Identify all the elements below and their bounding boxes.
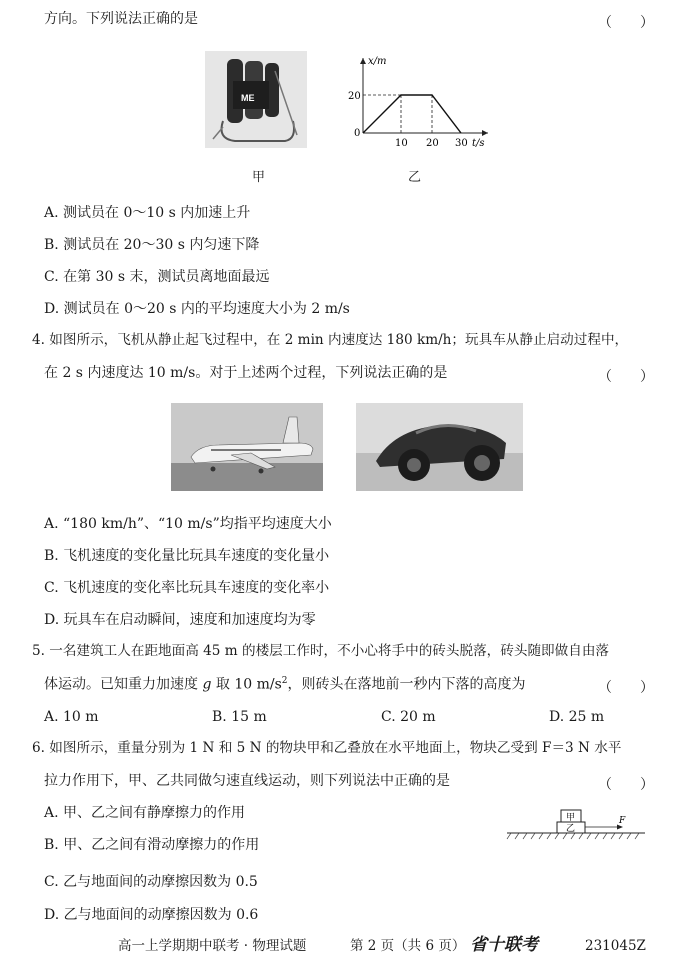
jetpack-me-label: ME (241, 93, 255, 103)
footer-page: 第 2 页（共 6 页） (350, 938, 466, 954)
figure-toy-car-photo (356, 403, 523, 491)
q3-option-a: A. 测试员在 0～10 s 内加速上升 (44, 205, 251, 221)
figure-jetpack-photo (205, 51, 307, 148)
q5-stem-part-a: 体运动。已知重力加速度 (44, 676, 203, 693)
q3-option-d: D. 测试员在 0～20 s 内的平均速度大小为 2 m/s (44, 301, 350, 317)
q4-answer-paren: （ ） (598, 369, 654, 385)
footer-title: 高一上学期期中联考 · 物理试题 (118, 938, 307, 954)
q3-option-b: B. 测试员在 20～30 s 内匀速下降 (44, 237, 260, 253)
q5-stem-sup: 2 (281, 676, 288, 686)
q4-stem-line1: 4. 如图所示，飞机从静止起飞过程中，在 2 min 内速度达 180 km/h；玩具车从静止启动过程中， (32, 332, 629, 348)
q3-answer-paren: （ ） (598, 15, 654, 31)
q5-stem-part-c: ，则砖头在落地前一秒内下落的高度为 (287, 676, 526, 693)
q3-stem-tail: 方向。下列说法正确的是 (44, 11, 198, 27)
q5-stem-line2 (44, 677, 526, 692)
q5-stem-line1: 5. 一名建筑工人在距地面高 45 m 的楼层工作时，不小心将手中的砖头脱落，砖头随即做自由落 (32, 643, 610, 659)
figure-xt-graph (348, 54, 498, 154)
graph-origin: 0 (354, 128, 361, 139)
graph-y-tick-20: 20 (348, 91, 361, 102)
graph-x-tick-10: 10 (395, 138, 408, 149)
caption-yi: 乙 (408, 170, 422, 185)
q4-option-b: B. 飞机速度的变化量比玩具车速度的变化量小 (44, 548, 330, 564)
q6-stem-line2: 拉力作用下，甲、乙共同做匀速直线运动，则下列说法中正确的是 (44, 773, 450, 789)
q4-option-a: A. “180 km/h”、“10 m/s”均指平均速度大小 (44, 516, 332, 532)
footer-code: 231045Z (585, 938, 646, 954)
q5-option-c: C. 20 m (381, 709, 436, 725)
q6-option-b: B. 甲、乙之间有滑动摩擦力的作用 (44, 837, 260, 853)
graph-y-label: x/m (368, 56, 387, 67)
q6-option-d: D. 乙与地面间的动摩擦因数为 0.6 (44, 907, 259, 923)
figure-blocks-diagram (505, 804, 647, 844)
force-f-label: F (619, 816, 626, 826)
caption-jia: 甲 (252, 170, 266, 185)
q6-stem-line1: 6. 如图所示，重量分别为 1 N 和 5 N 的物块甲和乙叠放在水平地面上，物块乙受到 F＝3 N 水平 (32, 740, 622, 756)
graph-x-tick-30: 30 (455, 138, 468, 149)
q6-option-a: A. 甲、乙之间有静摩擦力的作用 (44, 805, 246, 821)
block-jia-label: 甲 (566, 813, 576, 823)
q5-option-b: B. 15 m (212, 709, 267, 725)
q5-answer-paren: （ ） (598, 680, 654, 696)
q4-stem-line2: 在 2 s 内速度达 10 m/s。对于上述两个过程，下列说法正确的是 (44, 365, 448, 381)
footer-brand: 省十联考 (470, 935, 538, 955)
q5-stem-g: g (202, 676, 212, 693)
q5-option-a: A. 10 m (44, 709, 99, 725)
block-yi-label: 乙 (566, 824, 576, 834)
graph-x-label: t/s (472, 138, 485, 149)
q6-option-c: C. 乙与地面间的动摩擦因数为 0.5 (44, 874, 258, 890)
q5-option-d: D. 25 m (549, 709, 605, 725)
q6-answer-paren: （ ） (598, 777, 654, 793)
q5-stem-part-b: 取 10 m/s (211, 676, 282, 693)
q4-option-d: D. 玩具车在启动瞬间，速度和加速度均为零 (44, 612, 316, 628)
graph-x-tick-20: 20 (426, 138, 439, 149)
figure-airplane-photo (171, 403, 323, 491)
q4-option-c: C. 飞机速度的变化率比玩具车速度的变化率小 (44, 580, 330, 596)
q3-option-c: C. 在第 30 s 末，测试员离地面最远 (44, 269, 270, 285)
